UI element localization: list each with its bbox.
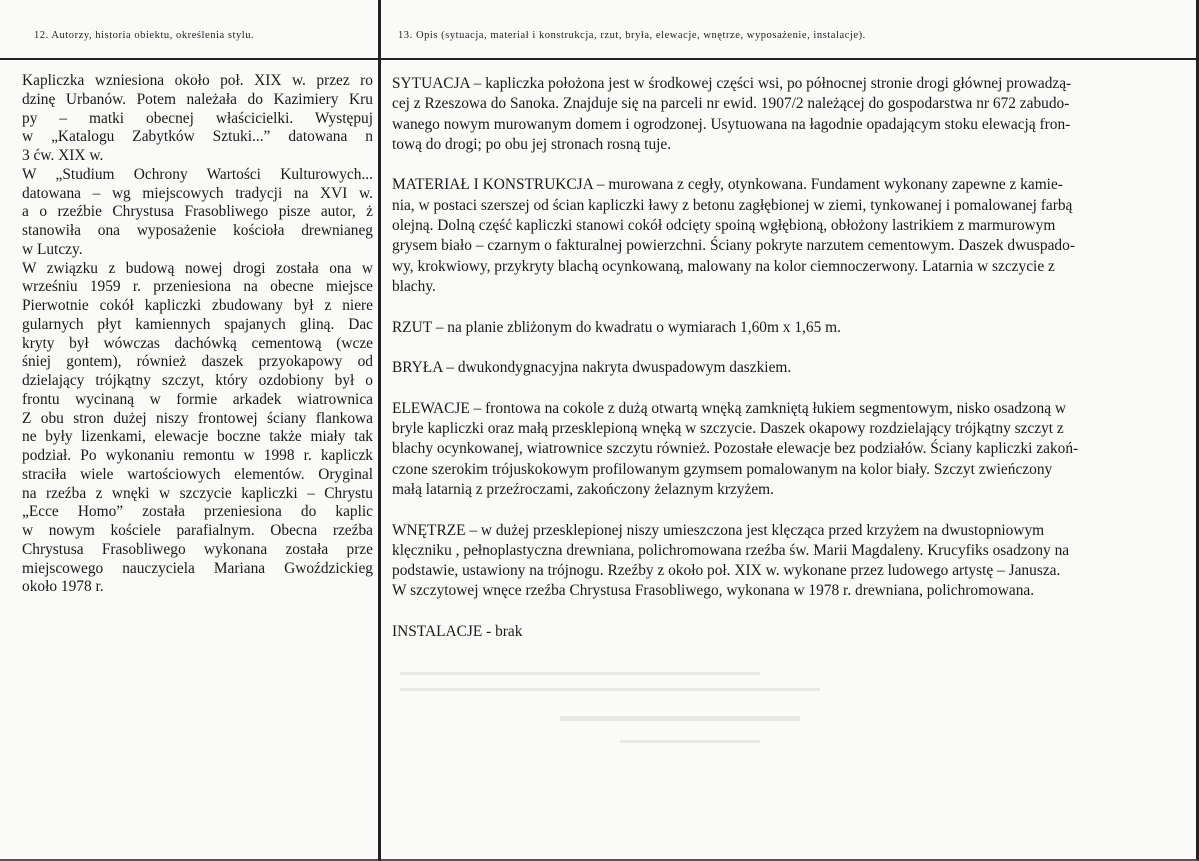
description-paragraph bbox=[392, 175, 1132, 297]
section-12-heading: 12. Autorzy, historia obiektu, określenia stylu. bbox=[34, 30, 255, 41]
description-line: W szczytowej wnęce rzeźba Chrystusa Frasobliwego, wykonana w 1978 r. drewniana, polichromowana. bbox=[392, 582, 1035, 600]
description-line: klęczniku , pełnoplastyczna drewniana, polichromowana rzeźba św. Marii Magdaleny. Krucyfiks osadzony na bbox=[392, 541, 1070, 559]
history-line: datowana – wg miejscowych tradycji na XVI w. bbox=[22, 184, 373, 202]
description-line: podstawie, ustawiony na trójnogu. Rzeźby z około poł. XIX w. wykonane przez ludowego artystę – Janusza. bbox=[392, 562, 1061, 580]
description-paragraph bbox=[392, 74, 1132, 155]
description-line: RZUT – na planie zbliżonym do kwadratu o wymiarach 1,60m x 1,65 m. bbox=[392, 318, 841, 336]
history-line: w Lutczy. bbox=[22, 240, 83, 258]
history-line: 3 ćw. XIX w. bbox=[22, 147, 104, 164]
history-line: w „Katalogu Zabytków Sztuki...” datowana n bbox=[22, 128, 373, 146]
description-line: MATERIAŁ I KONSTRUKCJA – murowana z cegły, otynkowana. Fundament wykonany zapewne z kamie- bbox=[392, 176, 1063, 194]
description-paragraph bbox=[392, 622, 1132, 642]
scan-artifact bbox=[620, 740, 760, 743]
description-line: blachy ocynkowanej, wiatrownice szczytu również. Pozostałe elewacje bez podziałów. Ściany kapliczki zakoń- bbox=[392, 440, 1079, 458]
history-line: W „Studium Ochrony Wartości Kulturowych... bbox=[22, 165, 373, 183]
scan-artifact bbox=[400, 688, 820, 691]
column-divider bbox=[378, 0, 381, 861]
history-line: około 1978 r. bbox=[22, 578, 104, 596]
description-line: wanego nowym murowanym domem i ogrodzonej. Usytuowana na łagodnie opadającym stoku elewacją fron- bbox=[392, 115, 1071, 133]
history-line: Chrystusa Frasobliwego wykonana została prze bbox=[22, 540, 373, 558]
history-line: stanowiła ona wyposażenie kościoła drewnianeg bbox=[22, 222, 373, 239]
description-paragraph bbox=[392, 399, 1132, 500]
description-line: WNĘTRZE – w dużej przesklepionej niszy umieszczona jest klęcząca przed krzyżem na dwustopniowym bbox=[392, 521, 1045, 539]
history-line: py – matki obecnej właścicielki. Występuj bbox=[22, 109, 373, 127]
history-line: Kapliczka wzniesiona około poł. XIX w. przez ro bbox=[22, 72, 373, 89]
description-paragraph bbox=[392, 521, 1132, 602]
description-line: wy, krokwiowy, przykryty blachą ocynkowaną, malowany na kolor ciemnoczerwony. Latarnia w szczycie z bbox=[392, 257, 1055, 275]
history-line: wrześniu 1959 r. przeniesiona na obecne miejsce bbox=[22, 278, 373, 296]
description-line: czone szerokim trójuskokowym profilowanym gzymsem pomalowanym na kolor biały. Szczyt zwieńczony bbox=[392, 460, 1053, 478]
history-line: Pierwotnie cokół kapliczki zbudowany był z niere bbox=[22, 297, 373, 314]
header-divider bbox=[0, 58, 1196, 60]
history-line: miejscowego nauczyciela Mariana Gwoździckieg bbox=[22, 559, 373, 577]
history-line: a o rzeźbie Chrystusa Frasobliwego pisze autor, ż bbox=[22, 203, 373, 221]
description-line: nia, w postaci szerszej od ścian kapliczki ławy z betonu zagłębionej w ziemi, tynkowanej i pomalowanej farbą bbox=[392, 196, 1073, 214]
history-line: kryty był wówczas dachówką cementową (wcze bbox=[22, 334, 373, 352]
history-line: dzielający trójkątny szczyt, który ozdobiony był o bbox=[22, 372, 373, 389]
section-13-heading: 13. Opis (sytuacja, materiał i konstrukcja, rzut, bryła, elewacje, wnętrze, wyposażenie, instalacje). bbox=[398, 30, 866, 41]
history-line: ne były lizenkami, elewacje boczne także miały tak bbox=[22, 428, 373, 446]
history-line: podział. Po wykonaniu remontu w 1998 r. kapliczk bbox=[22, 447, 373, 464]
description-line: bryle kapliczki oraz małą przesklepioną wnęką w szczycie. Daszek okapowy rozdzielający trójkątny szczyt z bbox=[392, 420, 1064, 438]
scan-artifact bbox=[560, 716, 800, 721]
description-line: olejną. Dolną część kapliczki stanowi cokół odcięty spoiną wgłębioną, obłożony lastrikiem z marmurowym bbox=[392, 217, 1056, 235]
history-line: dzinę Urbanów. Potem należała do Kazimiery Kru bbox=[22, 90, 373, 108]
history-text bbox=[22, 72, 373, 597]
history-line: „Ecce Homo” została przeniesiona do kaplic bbox=[22, 503, 373, 521]
history-line: frontu wycinaną w formie arkadek wiatrownica bbox=[22, 390, 373, 408]
description-line: BRYŁA – dwukondygnacyjna nakryta dwuspadowym daszkiem. bbox=[392, 359, 792, 377]
description-line: tową do drogi; po obu jej stronach rosną tuje. bbox=[392, 135, 672, 153]
history-line: śniej gontem), również daszek przyokapowy od bbox=[22, 353, 373, 371]
history-line: W związku z budową nowej drogi została ona w bbox=[22, 259, 373, 277]
history-line: na rzeźba z wnęki w szczycie kapliczki – Chrystu bbox=[22, 484, 373, 502]
description-paragraph bbox=[392, 358, 1132, 378]
description-paragraph bbox=[392, 318, 1132, 338]
description-text bbox=[392, 74, 1132, 663]
description-line: blachy. bbox=[392, 277, 436, 295]
description-line: ELEWACJE – frontowa na cokole z dużą otwartą wnęką zamkniętą łukiem segmentowym, nisko osadzoną w bbox=[392, 399, 1066, 417]
description-line: SYTUACJA – kapliczka położona jest w środkowej części wsi, po północnej stronie drogi głównej prowadzą- bbox=[392, 75, 1072, 92]
history-line: gularnych płyt kamiennych spajanych gliną. Dac bbox=[22, 315, 373, 333]
scan-artifact bbox=[400, 672, 760, 675]
history-line: w nowym kościele parafialnym. Obecna rzeźba bbox=[22, 522, 373, 539]
history-line: straciła wiele wartościowych elementów. Oryginal bbox=[22, 465, 373, 483]
description-line: grysem biało – czarnym o fakturalnej powierzchni. Ściany pokryte narzutem cementowym. Daszek dwuspado- bbox=[392, 237, 1075, 255]
description-line: małą latarnią z przeźroczami, zakończony żelaznym krzyżem. bbox=[392, 480, 774, 498]
description-line: cej z Rzeszowa do Sanoka. Znajduje się na parceli nr ewid. 1907/2 należącej do gospodarstwa nr 672 zabudo- bbox=[392, 95, 1070, 113]
description-line: INSTALACJE - brak bbox=[392, 623, 523, 641]
history-line: Z obu stron dużej niszy frontowej ściany flankowa bbox=[22, 409, 373, 427]
